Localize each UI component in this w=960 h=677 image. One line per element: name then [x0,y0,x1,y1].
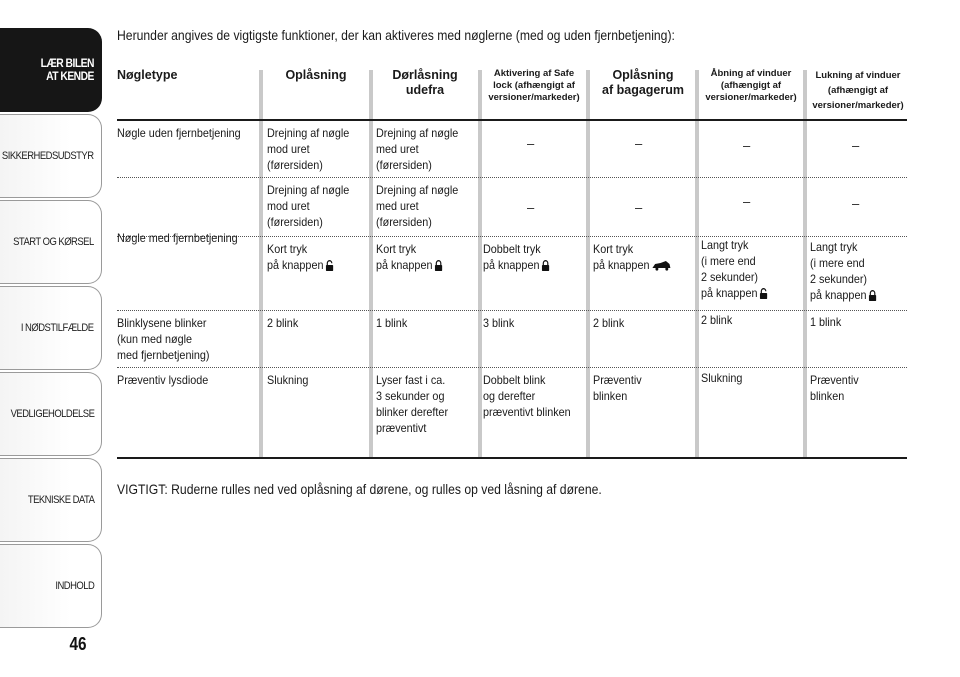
cell-text: Langt tryk (i mere end 2 sekunder) på knappen [701,238,759,300]
cell-r2-unlocking: Drejning af nøgle mod uret (førersiden) [267,183,350,229]
cell-r3-safe-lock [483,241,549,275]
column-separator [369,70,373,458]
cell-r4-door-locking: 1 blink [376,316,408,330]
cell-indicators-flash: Blinklysene blinker (kun med nøgle med fjernbetjening) [117,316,210,362]
header-safe-lock: Aktivering af Safe lock (afhængigt af versioner/markeder) [488,68,580,103]
tab-start-og-korsel[interactable] [0,200,102,284]
column-separator [803,70,807,458]
padlock-icon [759,287,767,303]
cell-r4-window-close: 1 blink [810,315,842,329]
row-divider [117,177,907,178]
cell-r5-trunk: Præventiv blinken [593,373,642,403]
cell-r4-trunk: 2 blink [593,316,625,330]
header-unlocking: Oplåsning [285,68,347,82]
column-separator [695,70,699,458]
tab-label: I NØDSTILFÆLDE [21,321,94,334]
tab-i-nodstilfaelde[interactable] [0,286,102,370]
padlock-icon [868,289,876,305]
tab-label: LÆR BILEN AT KENDE [40,56,94,83]
cell-r3-unlocking [267,241,333,275]
cell-r1-door-locking: Drejning af nøgle med uret (førersiden) [376,126,459,172]
cell-r4-unlocking: 2 blink [267,316,299,330]
cell-r1-window-open: – [743,138,751,153]
cell-r3-trunk [593,241,671,275]
cell-r5-window-open: Slukning [701,371,743,385]
cell-r1-trunk: – [635,136,643,151]
tab-laer-bilen-at-kende[interactable] [0,28,102,112]
key-functions-table [117,64,907,460]
padlock-icon [434,259,442,275]
cell-r1-safe-lock: – [527,136,535,151]
cell-text: Kort tryk på knappen [267,242,324,272]
cell-r5-door-locking: Lyser fast i ca. 3 sekunder og blinker derefter præventivt [376,373,449,435]
cell-r5-window-close: Præventiv blinken [810,373,859,403]
cell-text: Kort tryk på knappen [593,242,650,272]
tab-label: START OG KØRSEL [13,235,94,248]
cell-key-with-remote: Nøgle med fjernbetjening [117,231,238,245]
column-separator [259,70,263,458]
chapter-sidebar [0,28,102,630]
cell-text: Langt tryk (i mere end 2 sekunder) på knappen [810,240,868,302]
cell-r2-door-locking: Drejning af nøgle med uret (førersiden) [376,183,459,229]
header-rule [117,119,907,121]
header-key-type: Nøgletype [117,68,178,82]
padlock-icon [325,259,333,275]
header-window-opening: Åbning af vinduer (afhængigt af versioner/markeder) [705,68,797,103]
tab-label: INDHOLD [55,579,94,592]
cell-r2-window-open: – [743,194,751,209]
cell-r5-safe-lock: Dobbelt blink og derefter præventivt blinken [483,373,571,419]
row-divider [117,367,907,368]
column-separator [586,70,590,458]
cell-r3-window-close [810,239,876,305]
cell-r1-unlocking: Drejning af nøgle mod uret (førersiden) [267,126,350,172]
table-bottom-rule [117,457,907,459]
tab-label: VEDLIGEHOLDELSE [10,407,94,420]
column-separator [478,70,482,458]
tab-label: TEKNISKE DATA [27,493,94,506]
car-trunk-icon [651,259,671,275]
cell-r1-window-close: – [852,138,860,153]
cell-key-without-remote: Nøgle uden fjernbetjening [117,126,241,140]
tab-tekniske-data[interactable] [0,458,102,542]
cell-text: Dobbelt tryk på knappen [483,242,541,272]
tab-indhold[interactable] [0,544,102,628]
page-number: 46 [69,634,87,654]
cell-text: Kort tryk på knappen [376,242,433,272]
tab-sikkerhedsudstyr[interactable] [0,114,102,198]
padlock-icon [541,259,549,275]
cell-r4-window-open: 2 blink [701,313,733,327]
header-trunk-unlocking: Oplåsning af bagagerum [602,68,684,97]
cell-r4-safe-lock: 3 blink [483,316,515,330]
cell-r2-window-close: – [852,196,860,211]
tab-vedligeholdelse[interactable] [0,372,102,456]
header-window-closing: Lukning af vinduer (afhængigt af versioner/markeder) [812,70,904,111]
cell-r5-unlocking: Slukning [267,373,309,387]
cell-preventive-led: Præventiv lysdiode [117,373,209,387]
cell-r3-door-locking [376,241,442,275]
cell-r2-safe-lock: – [527,200,535,215]
cell-r3-window-open [701,237,767,303]
important-note: VIGTIGT: Ruderne rulles ned ved oplåsning af dørene, og rulles op ved låsning af dørene. [117,481,602,497]
tab-label: SIKKERHEDSUDSTYR [2,149,94,162]
header-door-locking: Dørlåsning udefra [392,68,458,97]
cell-r2-trunk: – [635,200,643,215]
row-divider [117,310,907,311]
intro-text: Herunder angives de vigtigste funktioner, der kan aktiveres med nøglerne (med og uden fjernbetjening): [117,27,675,43]
